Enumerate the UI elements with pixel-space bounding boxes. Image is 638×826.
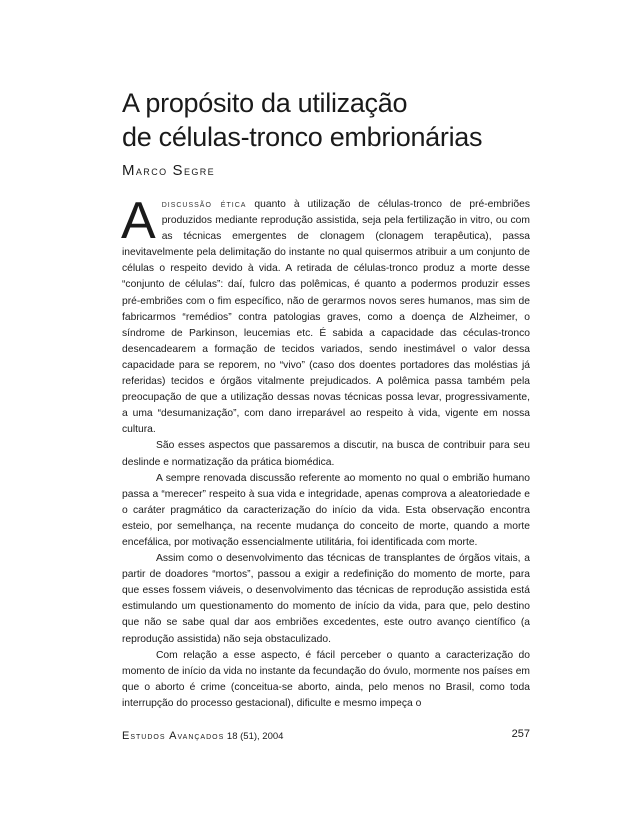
journal-initial-2: A xyxy=(169,730,178,742)
title-line-1: A propósito da utilização xyxy=(122,88,408,118)
journal-issue: 18 (51), 2004 xyxy=(226,731,284,742)
drop-cap: A xyxy=(121,192,156,250)
author-first-initial: M xyxy=(122,162,136,179)
page-number: 257 xyxy=(511,728,530,740)
journal-name xyxy=(122,731,224,742)
journal-rest-1: studos xyxy=(130,731,166,742)
author-last-rest: egre xyxy=(183,163,216,178)
author-last-initial: S xyxy=(172,162,184,179)
author-name xyxy=(122,162,530,179)
author-first-rest: arco xyxy=(135,163,168,178)
paragraph-4: Assim como o desenvolvimento das técnicas de transplantes de órgãos vitais, a partir de doadores “mortos”, passou a exigir a redefinição do momento de morte, para que esses fossem viáveis, o desenvolvimento das técnicas de reprodução assistida está estimulando um questionamento do momento de início da vida, para que, pelo destino que não se sabe qual dar aos embriões excedentes, este outro avanço científico (a reprodução assistida) não seja obstaculizado. xyxy=(122,553,530,645)
article-page xyxy=(122,86,530,712)
lead-smallcaps: discussão ética xyxy=(161,199,247,210)
paragraph-2: São esses aspectos que passaremos a discutir, na busca de contribuir para seu deslinde e normatização da prática biomédica. xyxy=(122,440,530,468)
paragraph-1-text: quanto à utilização de células-tronco de pré-embriões produzidos mediante reprodução assistida, seja pela fertilização in vitro, ou com as técnicas emergentes de clonagem (clonagem terapêutica), passa inevitavelmente pela delimitação do instante no qual quisermos atribuir a um conjunto de células o respeito devido à vida. A retirada de células-tronco produz a morte desse “conjunto de células”: daí, fulcro das polêmicas, é quanto a podermos produzir esses pré-embriões com o fim específico, não de gerarmos novos seres humanos, mas sim de fabricarmos “remédios” contra patologias graves, como a doença de Alzheimer, o síndrome de Parkinson, leucemias etc. É sabida a capacidade das céculas-tronco desencadearem a formação de tecidos variados, sendo inestimável o valor dessa capacidade para se reporem, no “vivo” (caso dos doentes portadores das moléstias já referidas) tecidos e órgãos vitalmente prejudicados. A polêmica passa também pela preocupação de que a utilização dessas novas técnicas possa levar, progressivamente, a uma “desumanização”, com dano irreparável ao respeito à vida, vigente em nossa cultura. xyxy=(122,199,530,436)
article-title xyxy=(122,86,530,154)
paragraph-1 xyxy=(121,192,530,438)
paragraph-5: Com relação a esse aspecto, é fácil perceber o quanto a caracterização do momento de início da vida no instante da fecundação do óvulo, mormente nos países em que o aborto é crime (conceitua-se aborto, ainda, pelo menos no Brasil, como toda interrupção do processo gestacional), dificulte e mesmo impeça o xyxy=(122,649,530,709)
journal-rest-2: vançados xyxy=(177,731,225,742)
page-footer xyxy=(122,730,530,742)
journal-initial-1: E xyxy=(122,730,131,742)
title-line-2: de células-tronco embrionárias xyxy=(122,122,483,152)
paragraph-3: A sempre renovada discussão referente ao momento no qual o embrião humano passa a “merecer” respeito à sua vida e integridade, apenas comprova a aleatoriedade e o caráter pragmático da caracterização do início da vida. Esta observação encontra esteio, por semelhança, na recente mudança do conceito de morte, quando a morte encefálica, por motivação essencialmente utilitária, foi identificada com morte. xyxy=(122,472,530,548)
article-body xyxy=(121,192,530,712)
